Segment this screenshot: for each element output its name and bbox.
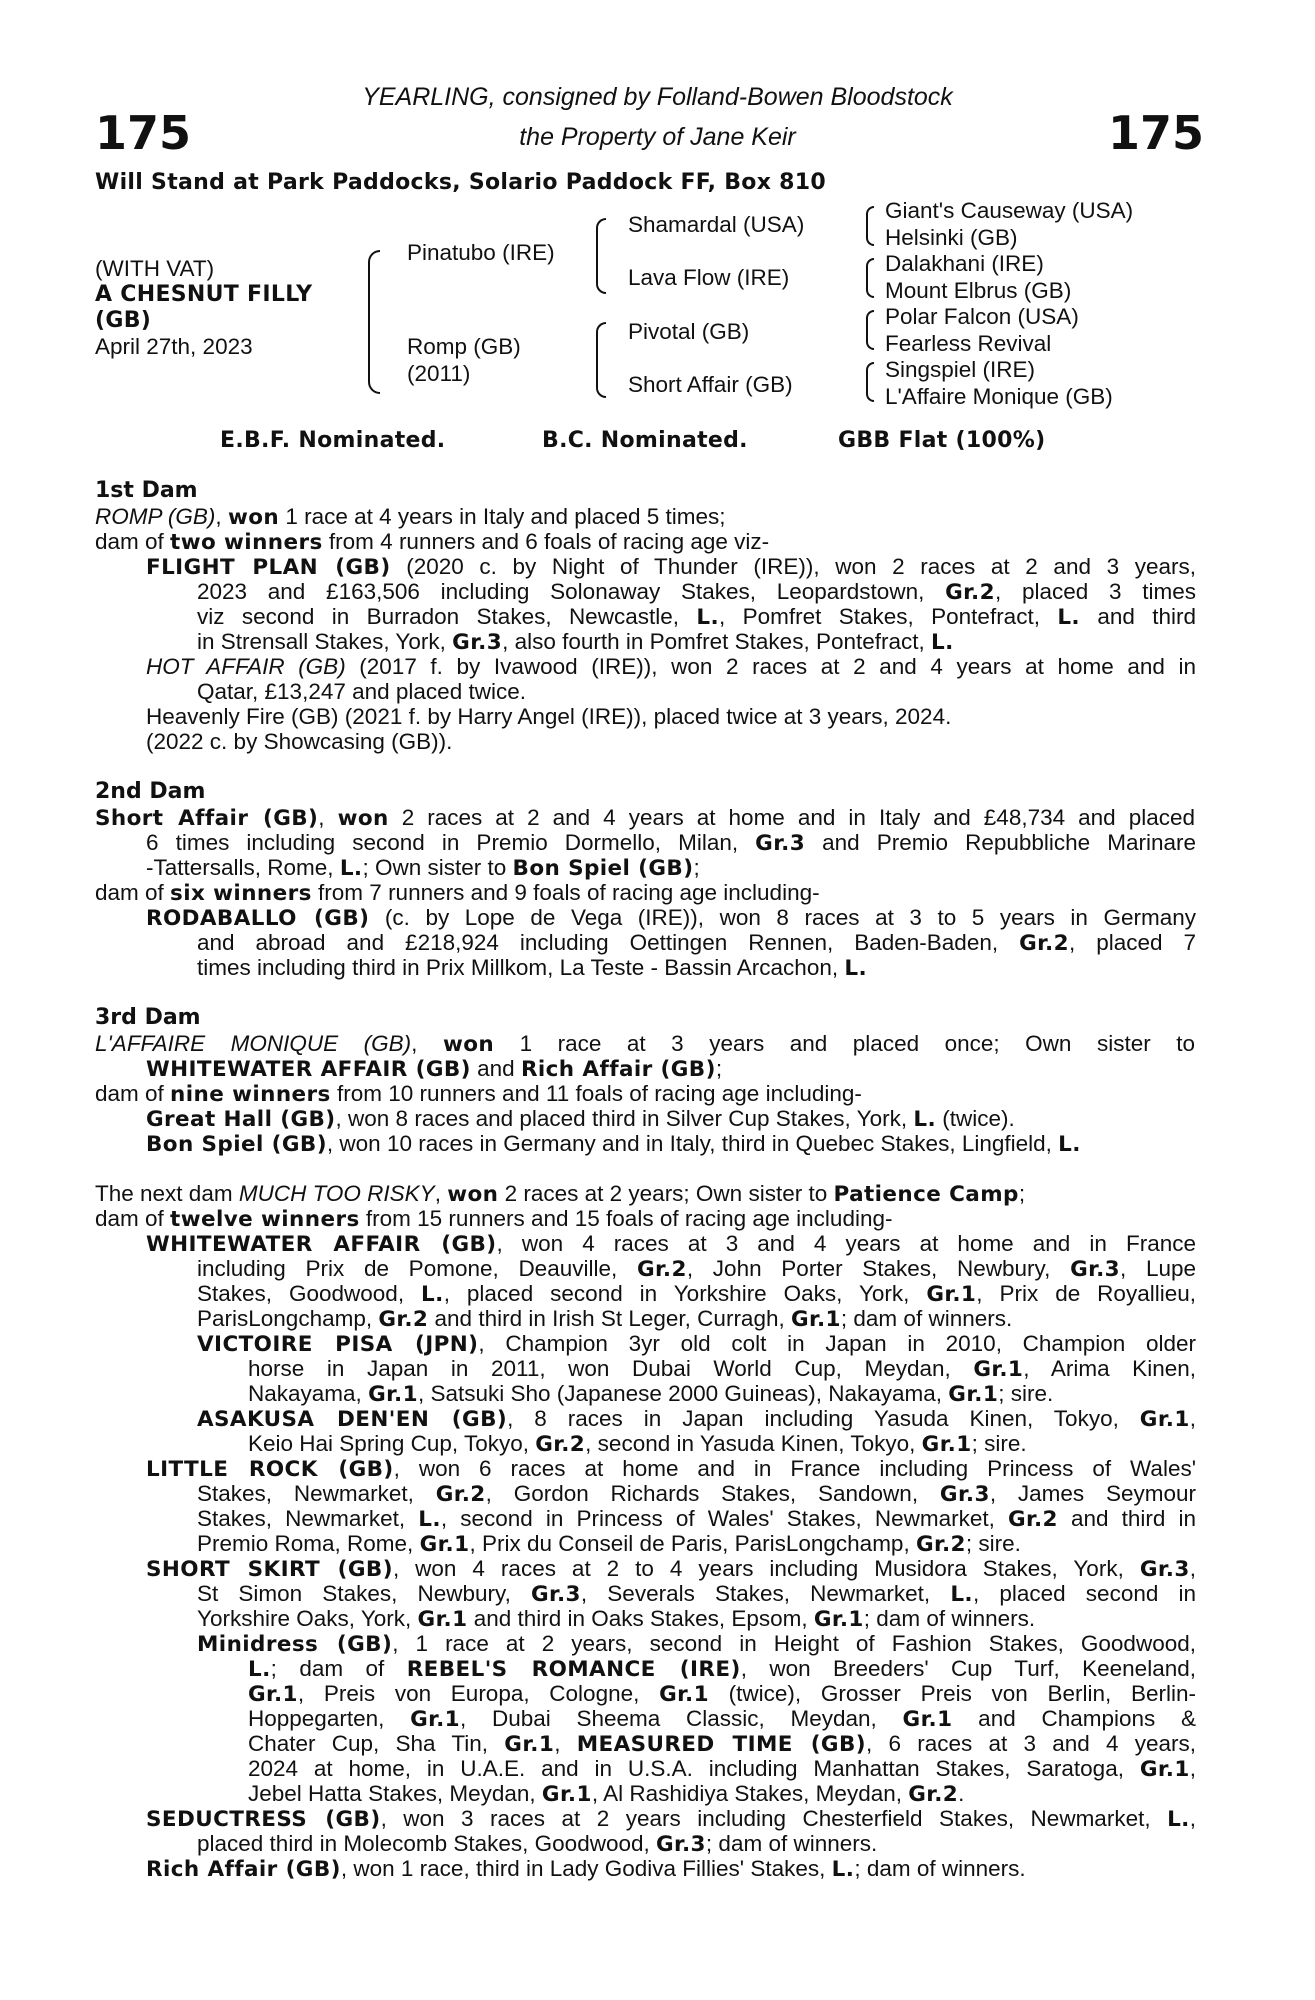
brace-ss [866,206,874,246]
next-dam-produce-summary: dam of twelve winners from 15 runners and 15 foals of racing age including- [95,1206,893,1232]
property-line: the Property of Jane Keir [519,123,796,151]
brace-dam [596,322,606,398]
produce-entry-cont: Qatar, £13,247 and placed twice. [197,679,526,704]
produce-entry-cont: in Strensall Stakes, York, Gr.3, also fourth in Pomfret Stakes, Pontefract, L. [197,629,954,655]
brace-sire [596,218,606,294]
horse-origin: (GB) [95,308,152,333]
g-ddd: L'Affaire Monique (GB) [885,384,1113,409]
produce-entry-cont: ParisLongchamp, Gr.2 and third in Irish St Leger, Curragh, Gr.1; dam of winners. [197,1306,1013,1332]
brace-parents [368,250,380,394]
grandchild-entry-cont: 2024 at home, in U.A.E. and in U.S.A. including Manhattan Stakes, Saratoga, Gr.1, [248,1756,1196,1782]
grandchild-entry-cont: horse in Japan in 2011, won Dubai World Cup, Meydan, Gr.1, Arima Kinen, [248,1356,1196,1382]
sire: Pinatubo (IRE) [407,240,555,265]
produce-entry-cont: Yorkshire Oaks, York, Gr.1 and third in Oaks Stakes, Epsom, Gr.1; dam of winners. [197,1606,1036,1632]
produce-entry: Rich Affair (GB), won 1 race, third in Lady Godiva Fillies' Stakes, L.; dam of winners. [146,1856,1026,1882]
produce-entry-cont: times including third in Prix Millkom, La Teste - Bassin Arcachon, L. [197,955,868,981]
horse-name: A CHESNUT FILLY [95,282,313,307]
g-dsd: Fearless Revival [885,331,1052,356]
grandchild-entry-cont: Keio Hai Spring Cup, Tokyo, Gr.2, second in Yasuda Kinen, Tokyo, Gr.1; sire. [248,1431,1027,1457]
g-dss: Polar Falcon (USA) [885,304,1079,329]
grandchild-entry-cont: Hoppegarten, Gr.1, Dubai Sheema Classic, Meydan, Gr.1 and Champions & [248,1706,1196,1732]
first-dam-produce-summary: dam of two winners from 4 runners and 6 foals of racing age viz- [95,529,770,555]
grandchild-entry-cont: Jebel Hatta Stakes, Meydan, Gr.1, Al Rashidiya Stakes, Meydan, Gr.2. [248,1781,965,1807]
third-dam-line: L'AFFAIRE MONIQUE (GB), won 1 race at 3 years and placed once; Own sister to [95,1031,1195,1057]
grandchild-entry: ASAKUSA DEN'EN (GB), 8 races in Japan including Yasuda Kinen, Tokyo, Gr.1, [197,1406,1196,1432]
brace-ds [866,310,874,350]
sire-dam: Lava Flow (IRE) [628,265,790,290]
next-dam-line: The next dam MUCH TOO RISKY, won 2 races at 2 years; Own sister to Patience Camp; [95,1181,1026,1207]
consignor-line: YEARLING, consigned by Folland-Bowen Bloodstock [362,83,953,111]
grandchild-entry: VICTOIRE PISA (JPN), Champion 3yr old colt in Japan in 2010, Champion older [197,1331,1196,1357]
stand-location: Will Stand at Park Paddocks, Solario Paddock FF, Box 810 [95,170,826,195]
section-third-dam: 3rd Dam [95,1005,201,1030]
g-sdd: Mount Elbrus (GB) [885,278,1072,303]
dam-year: (2011) [407,361,471,386]
lot-number-right: 175 [1108,106,1205,160]
produce-entry-cont: Stakes, Newmarket, Gr.2, Gordon Richards Stakes, Sandown, Gr.3, James Seymour [197,1481,1196,1507]
produce-entry-cont: and abroad and £218,924 including Oettingen Rennen, Baden-Baden, Gr.2, placed 7 [197,930,1196,956]
sire-sire: Shamardal (USA) [628,212,805,237]
dam-dam: Short Affair (GB) [628,372,793,397]
grandchild-entry: Minidress (GB), 1 race at 2 years, second in Height of Fashion Stakes, Goodwood, [197,1631,1196,1657]
grandchild-entry-cont: Nakayama, Gr.1, Satsuki Sho (Japanese 2000 Guineas), Nakayama, Gr.1; sire. [248,1381,1054,1407]
produce-entry-cont: including Prix de Pomone, Deauville, Gr.2, John Porter Stakes, Newbury, Gr.3, Lupe [197,1256,1197,1282]
produce-entry: (2022 c. by Showcasing (GB)). [146,729,453,754]
produce-entry: WHITEWATER AFFAIR (GB), won 4 races at 3 and 4 years at home and in France [146,1231,1196,1257]
produce-entry: SHORT SKIRT (GB), won 4 races at 2 to 4 years including Musidora Stakes, York, Gr.3, [146,1556,1196,1582]
g-dds: Singspiel (IRE) [885,357,1036,382]
produce-entry: FLIGHT PLAN (GB) (2020 c. by Night of Thunder (IRE)), won 2 races at 2 and 3 years, [146,554,1196,580]
ebf-nomination: E.B.F. Nominated. [220,428,446,453]
produce-entry-cont: Premio Roma, Rome, Gr.1, Prix du Conseil de Paris, ParisLongchamp, Gr.2; sire. [197,1531,1021,1557]
grandchild-entry-cont: Gr.1, Preis von Europa, Cologne, Gr.1 (twice), Grosser Preis von Berlin, Berlin- [248,1681,1196,1707]
second-dam-line: Short Affair (GB), won 2 races at 2 and 4 years at home and in Italy and £48,734 and placed [95,805,1196,831]
g-sss: Giant's Causeway (USA) [885,198,1134,223]
dam-sire: Pivotal (GB) [628,319,750,344]
vat-label: (WITH VAT) [95,256,215,281]
produce-entry: Bon Spiel (GB), won 10 races in Germany and in Italy, third in Quebec Stakes, Lingfield, L. [146,1131,1081,1157]
section-second-dam: 2nd Dam [95,779,206,804]
produce-entry-cont: placed third in Molecomb Stakes, Goodwood, Gr.3; dam of winners. [197,1831,878,1857]
produce-entry-cont: viz second in Burradon Stakes, Newcastle, L., Pomfret Stakes, Pontefract, L. and third [197,604,1197,630]
date-of-birth: April 27th, 2023 [95,334,253,359]
bc-nomination: B.C. Nominated. [542,428,748,453]
dam: Romp (GB) [407,334,521,359]
third-dam-cont: WHITEWATER AFFAIR (GB) and Rich Affair (GB); [146,1056,723,1082]
g-sds: Dalakhani (IRE) [885,251,1044,276]
produce-entry: Great Hall (GB), won 8 races and placed third in Silver Cup Stakes, York, L. (twice). [146,1106,1015,1132]
produce-entry: RODABALLO (GB) (c. by Lope de Vega (IRE)), won 8 races at 3 to 5 years in Germany [146,905,1197,931]
grandchild-entry-cont: L.; dam of REBEL'S ROMANCE (IRE), won Breeders' Cup Turf, Keeneland, [248,1656,1196,1682]
produce-entry-cont: 2023 and £163,506 including Solonaway Stakes, Leopardstown, Gr.2, placed 3 times [197,579,1196,605]
brace-dd [866,362,874,402]
gbb-scheme: GBB Flat (100%) [838,428,1046,453]
first-dam-line: ROMP (GB), won 1 race at 4 years in Italy and placed 5 times; [95,504,726,530]
produce-entry: HOT AFFAIR (GB) (2017 f. by Ivawood (IRE)), won 2 races at 2 and 4 years at home and in [146,654,1196,679]
section-first-dam: 1st Dam [95,478,198,503]
second-dam-cont: 6 times including second in Premio Dormello, Milan, Gr.3 and Premio Repubbliche Marinare [146,830,1197,856]
produce-entry-cont: Stakes, Newmarket, L., second in Princess of Wales' Stakes, Newmarket, Gr.2 and third in [197,1506,1196,1532]
second-dam-cont: -Tattersalls, Rome, L.; Own sister to Bon Spiel (GB); [146,855,700,881]
produce-entry-cont: Stakes, Goodwood, L., placed second in Yorkshire Oaks, York, Gr.1, Prix de Royallieu, [197,1281,1196,1307]
brace-sd [866,258,874,298]
third-dam-produce-summary: dam of nine winners from 10 runners and 11 foals of racing age including- [95,1081,862,1107]
lot-number-left: 175 [95,106,192,160]
g-ssd: Helsinki (GB) [885,225,1018,250]
produce-entry: LITTLE ROCK (GB), won 6 races at home and in France including Princess of Wales' [146,1456,1196,1482]
second-dam-produce-summary: dam of six winners from 7 runners and 9 foals of racing age including- [95,880,820,906]
produce-entry-cont: St Simon Stakes, Newbury, Gr.3, Severals Stakes, Newmarket, L., placed second in [197,1581,1197,1607]
produce-entry: SEDUCTRESS (GB), won 3 races at 2 years including Chesterfield Stakes, Newmarket, L., [146,1806,1196,1832]
produce-entry: Heavenly Fire (GB) (2021 f. by Harry Angel (IRE)), placed twice at 3 years, 2024. [146,704,952,729]
grandchild-entry-cont: Chater Cup, Sha Tin, Gr.1, MEASURED TIME (GB), 6 races at 3 and 4 years, [248,1731,1196,1757]
